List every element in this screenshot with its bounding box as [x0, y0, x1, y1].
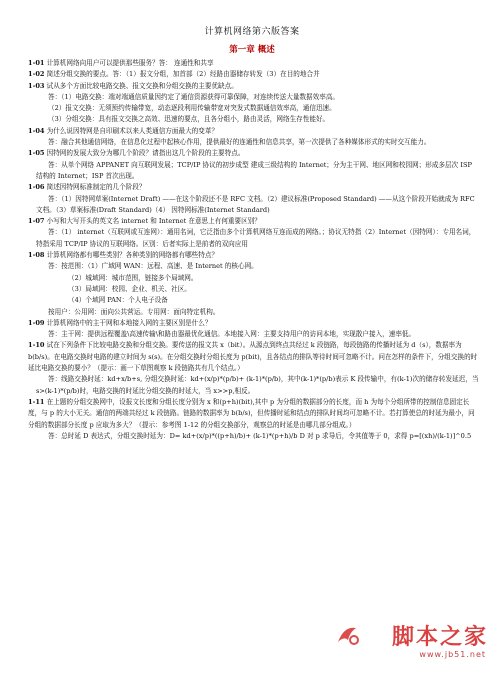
answer-1-08-tail: 按用户：公用网：面向公共营运。专用网：面向特定机构。	[48, 307, 220, 316]
answer-1-03-line3: （3）分组交换：具有报文交换之高效、迅速的要点，且各分组小，路由灵活，网络生存性能好。	[48, 115, 330, 124]
question-1-07: 1-07 小写和大写开头的英文名 internet 和 Internet 在意思上有何重要区别？	[28, 217, 261, 226]
watermark-logo-icon	[334, 622, 362, 648]
answer-1-03-line1: 答：（1）电路交换：端对端通信质量因约定了通信资源获得可靠保障，对连续传送大量数据效率高。	[48, 92, 340, 101]
question-1-08: 1-08 计算机网络都有哪些类别？各种类别的网络都有哪些特点？	[28, 251, 219, 260]
answer-1-10: 答：线路交换时延：kd+x/b+s, 分组交换时延：kd+(x/p)*(p/b)+ (k-1)*(p/b)，其中(k-1)*(p/b)表示 K 段传输中，有(k-1)次的储存转发延迟，当 s>(k-1)*(p/b)时，电路交换的时延比分组交换的时延大，当 x>>p,相反。	[36, 375, 479, 395]
answer-1-07: 答：（1） internet（互联网或互连网）：通用名词，它泛指由多个计算机网络互连而成的网络。；协议无特指（2）Internet（因特网）：专用名词，特指采用 TCP/IP 协议的互联网络。区别：后者实际上是前者的双向应用	[36, 228, 476, 248]
question-1-06: 1-06 简述因特网标准制定的几个阶段？	[28, 183, 146, 192]
question-1-11: 1-11 在上题的分组交换网中，设报文长度和分组长度分别为 x 和(p+h)(bit),其中 p 为分组的数据部分的长度，而 h 为每个分组所带的控制信息固定长度，与 p 的大小无关。通信的两端共经过 k 段链路。链路的数据率为 b(b/s)，但传播时延和结点的排队时间均可忽略不计。若打算使总的时延为最小，问分组的数据部分长度 p 应取为多大？（提示：参考图 1-12 的分组交换部分，观察总的时延是由哪几部分组成。）	[28, 397, 475, 429]
question-1-09: 1-09 计算机网络中的主干网和本地接入网的主要区别是什么？	[28, 318, 212, 327]
question-1-04: 1-04 为什么说因特网是自印刷术以来人类通信方面最大的变革？	[28, 126, 219, 135]
question-1-03: 1-03 试从多个方面比较电路交换、报文交换和分组交换的主要优缺点。	[28, 81, 238, 90]
chapter-heading: 第一章 概述	[229, 45, 275, 55]
answer-1-08-intro: 答：按范围：（1）广域网 WAN：远程、高速、是 Internet 的核心网。	[48, 262, 258, 271]
answer-1-09: 答：主干网：提供远程覆盖\高速传输\和路由器最优化通信。本地接入网：主要支持用户的访问本地，实现散户接入，速率低。	[48, 330, 416, 339]
answer-1-03-line2: （2）报文交换：无须预约传输带宽，动态逐段利用传输带宽对突发式数据通信效率高，通信迅速。	[48, 104, 336, 113]
qa-content	[28, 58, 480, 442]
answer-1-08-line3: （4）个域网 PAN：个人电子设备	[68, 296, 168, 305]
answer-1-06: 答：（1）因特网草案(Internet Draft) ——在这个阶段还不是 RFC 文档。（2）建议标准(Proposed Standard) ——从这个阶段开始就成为 RFC 文档。（3）草案标准(Draft Standard)（4） 因特网标准(Internet Standard)	[36, 194, 475, 214]
question-1-01: 1-01 计算机网络向用户可以提供那些服务？答： 连通性和共享	[28, 59, 214, 67]
answer-1-11: 答：总时延 D 表达式，分组交换时延为：D= kd+(x/p)*((p+h)/b)+ (k-1)*(p+h)/b D 对 p 求导后，令其值等于 0，求得 p=[(xh)/(k-1)]^0.5	[48, 431, 472, 440]
question-1-10: 1-10 试在下列条件下比较电路交换和分组交换。要传送的报文共 x（bit）。从源点到终点共经过 k 段链路，每段链路的传播时延为 d（s），数据率为 b(b/s)。在电路交换时电路的建立时间为 s(s)。在分组交换时分组长度为 p(bit)，且各结点的排队等待时间可忽略不计。问在怎样的条件下，分组交换的时延比电路交换的要小？（提示：画一下草图观察 k 段链路共有几个结点。）	[28, 341, 478, 373]
watermark-url: www.jb51.net	[419, 650, 486, 659]
answer-1-05: 答：从单个网络 APPANET 向互联网发展；TCP/IP 协议的初步成型 建成三级结构的 Internet；分为主干网、地区网和校园网；形成多层次 ISP 结构的 Internet；ISP 首次出现。	[36, 160, 472, 180]
question-1-02: 1-02 简述分组交换的要点。答：（1）报文分组，加首部（2）经路由器储存转发（3）在目的地合并	[28, 70, 320, 79]
watermark-brand: 脚本之家	[391, 625, 488, 650]
question-1-05: 1-05 因特网的发展大致分为哪几个阶段？请指出这几个阶段的主要特点。	[28, 149, 245, 158]
answer-1-08-line2: （3）局域网：校园、企业、机关、社区。	[68, 284, 191, 293]
answer-1-08-line1: （2）城域网：城市范围，链接多个局域网。	[68, 273, 198, 282]
watermark	[314, 620, 494, 666]
answer-1-04: 答：融合其他通信网络，在信息化过程中起核心作用，提供最好的连通性和信息共享，第一次提供了各种媒体形式的实时交互能力。	[48, 138, 431, 147]
document-title: 计算机网络第六版答案	[204, 27, 300, 37]
